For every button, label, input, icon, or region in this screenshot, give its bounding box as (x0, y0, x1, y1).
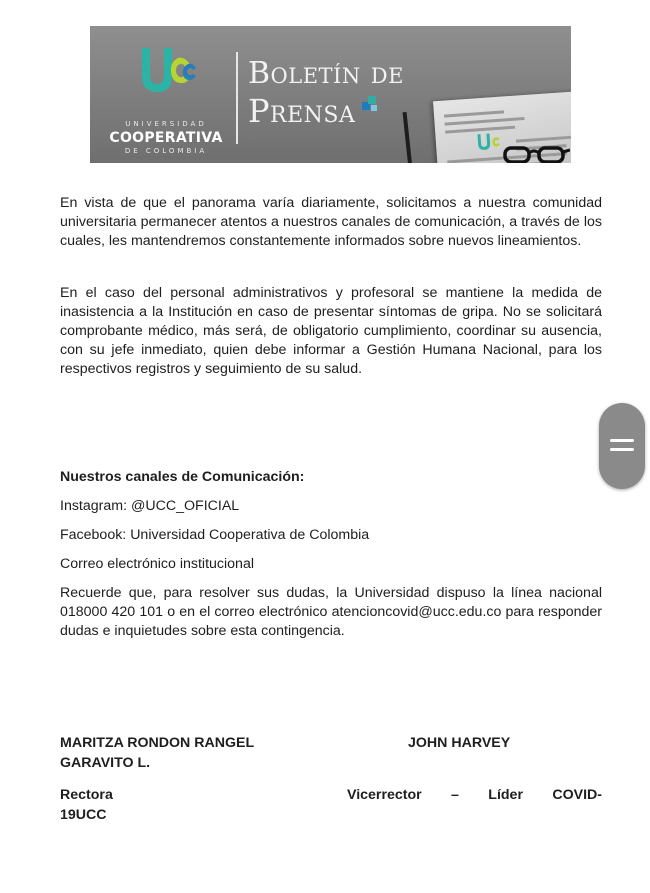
menu-lines-icon (610, 448, 634, 451)
channels-heading: Nuestros canales de Comunicación: (60, 469, 305, 485)
university-name-line1: UNIVERSIDAD (125, 120, 207, 128)
rector-name: MARITZA RONDON RANGEL GARAVITO L. (60, 735, 254, 771)
paragraph-channels-notice: En vista de que el panorama varía diariamente, solicitamos a nuestra comunidad universitaria permanecer atentos a nuestros canales de comunicación, a través de los cuales, les mantendremos constantemente informados sobre nuevos lineamientos. (60, 195, 602, 249)
ucc-logo-icon (138, 42, 196, 100)
press-bulletin-banner (90, 26, 571, 163)
pen-image (403, 112, 414, 163)
decorative-squares-icon (362, 96, 380, 114)
menu-lines-icon (610, 439, 634, 442)
eyeglasses-image (502, 144, 570, 163)
rector-role: Rectora (60, 787, 113, 803)
facebook-channel: Facebook: Universidad Cooperativa de Colombia (60, 527, 370, 543)
email-channel: Correo electrónico institucional (60, 556, 254, 572)
bulletin-title-line2: Prensa (248, 92, 356, 130)
instagram-channel: Instagram: @UCC_OFICIAL (60, 498, 240, 514)
banner-divider (236, 52, 238, 144)
university-name-line3: DE COLOMBIA (124, 147, 208, 155)
paragraph-helpline: Recuerde que, para resolver sus dudas, la Universidad dispuso la línea nacional 018000 420 101 o en el correo electrónico atencioncovid@ucc.edu.co para responder dudas e inquietudes sobre esta contingencia. (60, 585, 602, 639)
university-name-line2: COOPERATIVA (109, 130, 223, 146)
paragraph-staff-absence: En el caso del personal administrativos y profesoral se mantiene la medida de inasistencia a la Institución en caso de presentar síntomas de gripa. No se solicitará comprobante médico, más será, de obligatorio cumplimiento, coordinar su ausencia, con su jefe inmediato, quien debe informar a Gestión Humana Nacional, para los respectivos registros y seguimiento de su salud. (60, 285, 602, 377)
vice-rector-name: JOHN HARVEY (408, 735, 511, 751)
newspaper-logo-icon (475, 131, 504, 153)
scroll-handle-button[interactable] (599, 403, 645, 489)
university-logo (102, 42, 230, 154)
vice-rector-role: Vicerrector – Líder COVID- (347, 787, 602, 803)
vice-rector-role-continued: 19UCC (60, 807, 107, 823)
bulletin-title-line1: Boletín de (248, 56, 404, 91)
